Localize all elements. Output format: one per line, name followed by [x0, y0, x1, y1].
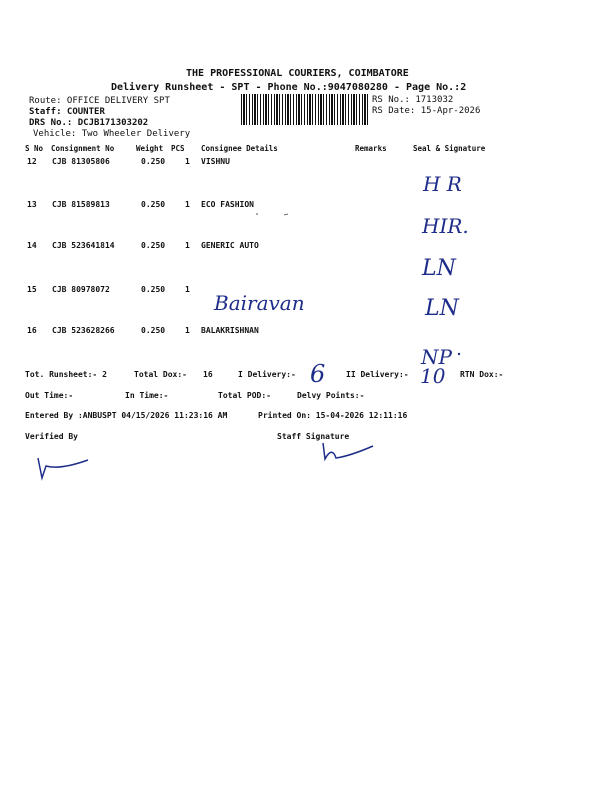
col-sno: S No: [25, 144, 44, 153]
i-delivery-value: 6: [310, 360, 326, 388]
row-sno: 14: [27, 241, 37, 250]
row-signature: LN: [422, 256, 456, 281]
total-dox-value: 16: [203, 370, 213, 379]
row-consignment: CJB 81305806: [52, 157, 110, 166]
runsheet-subtitle: Delivery Runsheet - SPT - Phone No.:9047080280 - Page No.:2: [111, 82, 467, 93]
rs-date: RS Date: 15-Apr-2026: [372, 106, 481, 116]
row-sno: 16: [27, 326, 37, 335]
row-consignment: CJB 81589813: [52, 200, 110, 209]
row-pcs: 1: [185, 326, 190, 335]
entered-by: Entered By :ANBUSPT 04/15/2026 11:23:16 AM: [25, 411, 228, 420]
col-pcs: PCS: [171, 144, 185, 153]
col-consignment: Consignment No: [51, 144, 115, 153]
row-consignment: CJB 80978072: [52, 285, 110, 294]
row-sno: 15: [27, 285, 37, 294]
total-pod: Total POD:-: [218, 391, 271, 400]
row-consignee: ECO FASHION: [201, 200, 254, 209]
col-consignee: Consignee Details: [201, 144, 278, 153]
row-pcs: 1: [185, 285, 190, 294]
rtn-dox: RTN Dox:-: [460, 370, 504, 379]
row-signature: NP: [421, 345, 452, 369]
col-weight: Weight: [136, 144, 164, 153]
row-weight: 0.250: [141, 285, 166, 294]
delvy-points: Delvy Points:-: [297, 391, 365, 400]
printed-on: Printed On: 15-04-2026 12:11:16: [258, 411, 408, 420]
row-signature: HIR.: [422, 214, 469, 238]
row-weight: 0.250: [141, 326, 166, 335]
row-consignment: CJB 523641814: [52, 241, 115, 250]
row-consignee: VISHNU: [201, 157, 230, 166]
row-weight: 0.250: [141, 241, 166, 250]
row-handwritten-consignee: Bairavan: [214, 291, 305, 315]
ii-delivery-value: 10: [420, 364, 446, 388]
ii-delivery-label: II Delivery:-: [346, 370, 409, 379]
staff-signature-mark: [318, 440, 376, 464]
row-weight: 0.250: [141, 157, 166, 166]
i-delivery-label: I Delivery:-: [238, 370, 296, 379]
row-consignee: GENERIC AUTO: [201, 241, 259, 250]
row-consignment: CJB 523628266: [52, 326, 115, 335]
row-signature: H R: [423, 172, 462, 196]
row-sno: 13: [27, 200, 37, 209]
drs-number: DRS No.: DCJB171303202: [29, 118, 149, 128]
route-label: Route: OFFICE DELIVERY SPT: [29, 96, 170, 106]
col-seal-signature: Seal & Signature: [413, 144, 486, 153]
verified-signature-mark: [30, 450, 92, 485]
stray-mark: [254, 208, 294, 220]
tot-runsheet: Tot. Runsheet:- 2: [25, 370, 107, 379]
rs-number: RS No.: 1713032: [372, 95, 454, 105]
col-remarks: Remarks: [355, 144, 387, 153]
staff-signature-label: Staff Signature: [277, 432, 350, 441]
row-signature: LN: [425, 296, 459, 321]
row-sno: 12: [27, 157, 37, 166]
row-pcs: 1: [185, 157, 190, 166]
row-weight: 0.250: [141, 200, 166, 209]
row-consignee: BALAKRISHNAN: [201, 326, 259, 335]
staff-label: Staff: COUNTER: [29, 107, 105, 117]
vehicle-label: Vehicle: Two Wheeler Delivery: [33, 129, 191, 139]
row-pcs: 1: [185, 241, 190, 250]
verified-by: Verified By: [25, 432, 78, 441]
in-time: In Time:-: [125, 391, 169, 400]
total-dox-label: Total Dox:-: [134, 370, 187, 379]
company-title: THE PROFESSIONAL COURIERS, COIMBATORE: [186, 68, 409, 79]
stray-dot: [455, 350, 465, 360]
barcode: [241, 94, 368, 125]
out-time: Out Time:-: [25, 391, 74, 400]
row-pcs: 1: [185, 200, 190, 209]
